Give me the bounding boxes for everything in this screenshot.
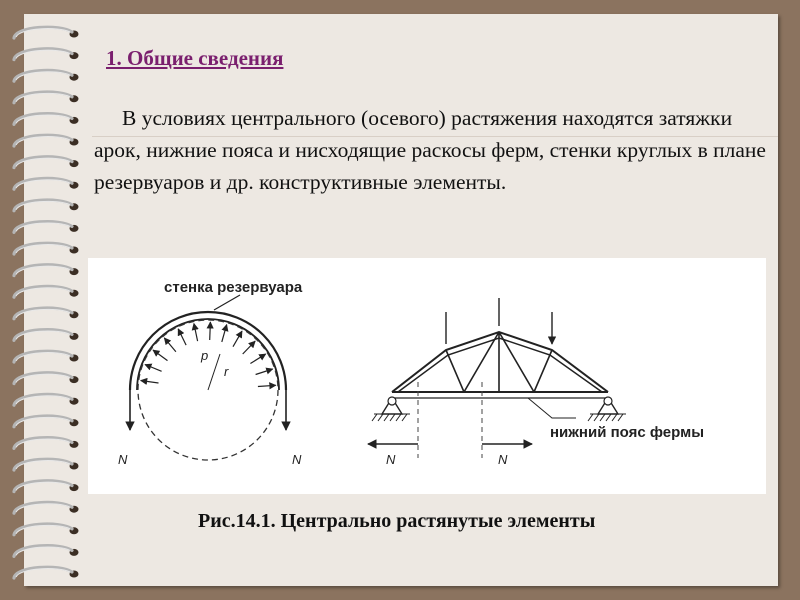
section-heading: 1. Общие сведения: [106, 46, 284, 70]
binding-ring: [14, 394, 79, 405]
left-support-pin: [388, 397, 396, 405]
binding-ring: [14, 200, 79, 211]
binding-ring: [14, 92, 79, 103]
binding-ring: [14, 330, 79, 341]
pressure-arrow: [153, 350, 168, 361]
body-paragraph: В условиях центрального (осевого) растяжения находятся затяжки арок, нижние пояса и нисходящие раскосы ферм, стенки круглых в плане резервуаров и др. конструктивные элементы.: [94, 106, 766, 194]
binding-ring: [14, 286, 79, 297]
binding-ring: [14, 502, 79, 513]
truss-chord-label: нижний пояс фермы: [550, 424, 705, 441]
binding-ring: [14, 351, 79, 362]
binding-ring: [14, 178, 79, 189]
pressure-arrow: [178, 329, 186, 345]
tank-wall-label: стенка резервуара: [164, 279, 303, 296]
figure-drawing: [88, 258, 766, 494]
radius-label: r: [224, 364, 229, 379]
truss-left-force-label: N: [386, 452, 396, 467]
tank-label-leader: [214, 295, 240, 310]
binding-ring: [14, 135, 79, 146]
pressure-arrow: [141, 381, 159, 384]
right-support-pin: [604, 397, 612, 405]
truss-diagram: [368, 298, 704, 467]
section-cut-lines: [418, 382, 482, 458]
binding-ring: [14, 416, 79, 427]
tank-right-force-label: N: [292, 452, 302, 467]
binding-ring: [14, 157, 79, 168]
spiral-binding: [0, 18, 90, 588]
binding-ring: [14, 567, 79, 578]
binding-ring: [14, 373, 79, 384]
pressure-arrow: [164, 338, 176, 352]
binding-ring: [14, 243, 79, 254]
ground-hatching: [372, 414, 626, 421]
pressure-arrow: [250, 354, 265, 364]
binding-ring: [14, 114, 79, 125]
pressure-arrow: [258, 385, 276, 386]
truss-right-force-label: N: [498, 452, 508, 467]
binding-ring: [14, 27, 79, 38]
figure-panel: [88, 258, 766, 494]
binding-ring: [14, 524, 79, 535]
pressure-arrow: [243, 341, 256, 354]
truss-top-chord: [392, 332, 608, 392]
truss-web-members: [446, 332, 552, 392]
pressure-label: p: [201, 348, 209, 363]
binding-ring: [14, 70, 79, 81]
pressure-arrow: [233, 331, 242, 347]
tank-diagram: [118, 279, 303, 467]
binding-ring: [14, 265, 79, 276]
pressure-arrow: [194, 324, 198, 342]
chord-label-leader: [528, 398, 576, 418]
pressure-arrow: [256, 369, 273, 375]
binding-ring: [14, 546, 79, 557]
figure-caption: Рис.14.1. Центрально растянутые элементы: [198, 510, 596, 532]
pressure-arrow: [145, 365, 162, 372]
binding-ring: [14, 459, 79, 470]
radius-line: [208, 354, 220, 390]
tank-left-force-label: N: [118, 452, 128, 467]
binding-ring: [14, 438, 79, 449]
binding-ring: [14, 49, 79, 60]
pressure-arrow: [210, 322, 211, 340]
binding-ring: [14, 481, 79, 492]
pressure-arrows: [141, 322, 276, 387]
binding-ring: [14, 222, 79, 233]
pressure-arrow: [222, 325, 227, 342]
binding-ring: [14, 308, 79, 319]
